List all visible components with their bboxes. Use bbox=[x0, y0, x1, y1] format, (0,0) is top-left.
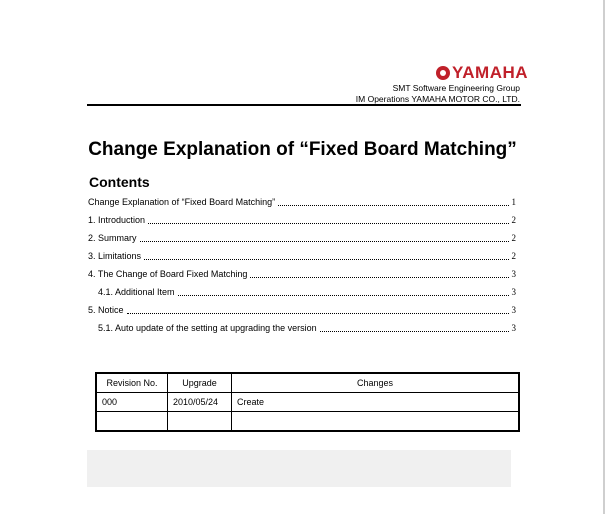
toc-entry-page: 3 bbox=[511, 287, 516, 297]
toc-entry-label: Change Explanation of “Fixed Board Matching” bbox=[88, 197, 276, 207]
toc-entry[interactable] bbox=[88, 265, 516, 283]
toc-entry[interactable] bbox=[88, 301, 516, 319]
toc-entry-label: 2. Summary bbox=[88, 233, 137, 243]
toc-leader-dots bbox=[178, 295, 509, 296]
table-of-contents bbox=[88, 193, 516, 337]
toc-entry-label: 4. The Change of Board Fixed Matching bbox=[88, 269, 248, 279]
toc-entry-label: 1. Introduction bbox=[88, 215, 146, 225]
toc-entry-page: 3 bbox=[511, 269, 516, 279]
toc-entry-page: 2 bbox=[511, 251, 516, 261]
table-row bbox=[96, 412, 519, 432]
yamaha-logo bbox=[436, 64, 528, 81]
cell-upgrade bbox=[168, 412, 232, 432]
toc-entry-page: 3 bbox=[511, 323, 516, 333]
toc-entry-label: 5.1. Auto update of the setting at upgrading the version bbox=[98, 323, 317, 333]
cell-revision: 000 bbox=[96, 393, 168, 412]
header-company-line: IM Operations YAMAHA MOTOR CO., LTD. bbox=[355, 94, 520, 104]
toc-entry-page: 2 bbox=[511, 215, 516, 225]
column-header-upgrade: Upgrade bbox=[168, 373, 232, 393]
toc-leader-dots bbox=[250, 277, 508, 278]
toc-entry-label: 5. Notice bbox=[88, 305, 124, 315]
header-group-line: SMT Software Engineering Group bbox=[392, 83, 520, 93]
cell-revision bbox=[96, 412, 168, 432]
toc-entry[interactable] bbox=[88, 193, 516, 211]
toc-entry[interactable] bbox=[88, 229, 516, 247]
cell-changes bbox=[232, 412, 520, 432]
toc-entry-label: 4.1. Additional Item bbox=[98, 287, 175, 297]
toc-leader-dots bbox=[127, 313, 509, 314]
toc-leader-dots bbox=[320, 331, 509, 332]
document-title: Change Explanation of “Fixed Board Matching” bbox=[88, 139, 517, 160]
revision-history-table bbox=[95, 372, 520, 432]
contents-heading: Contents bbox=[89, 174, 150, 190]
header-divider bbox=[87, 104, 521, 106]
toc-entry-page: 3 bbox=[511, 305, 516, 315]
column-header-changes: Changes bbox=[232, 373, 520, 393]
logo-text: YAMAHA bbox=[452, 63, 529, 82]
cell-changes: Create bbox=[232, 393, 520, 412]
toc-leader-dots bbox=[148, 223, 508, 224]
column-header-revision: Revision No. bbox=[96, 373, 168, 393]
toc-subentry[interactable] bbox=[88, 283, 516, 301]
toc-leader-dots bbox=[278, 205, 508, 206]
tuning-fork-emblem-icon bbox=[436, 66, 450, 80]
toc-entry[interactable] bbox=[88, 247, 516, 265]
toc-leader-dots bbox=[140, 241, 509, 242]
toc-entry-page: 1 bbox=[511, 197, 516, 207]
table-header-row bbox=[96, 373, 519, 393]
toc-entry[interactable] bbox=[88, 211, 516, 229]
blank-content-area bbox=[87, 450, 511, 487]
toc-entry-page: 2 bbox=[511, 233, 516, 243]
table-row bbox=[96, 393, 519, 412]
toc-leader-dots bbox=[144, 259, 508, 260]
toc-subentry[interactable] bbox=[88, 319, 516, 337]
cell-upgrade: 2010/05/24 bbox=[168, 393, 232, 412]
toc-entry-label: 3. Limitations bbox=[88, 251, 142, 261]
